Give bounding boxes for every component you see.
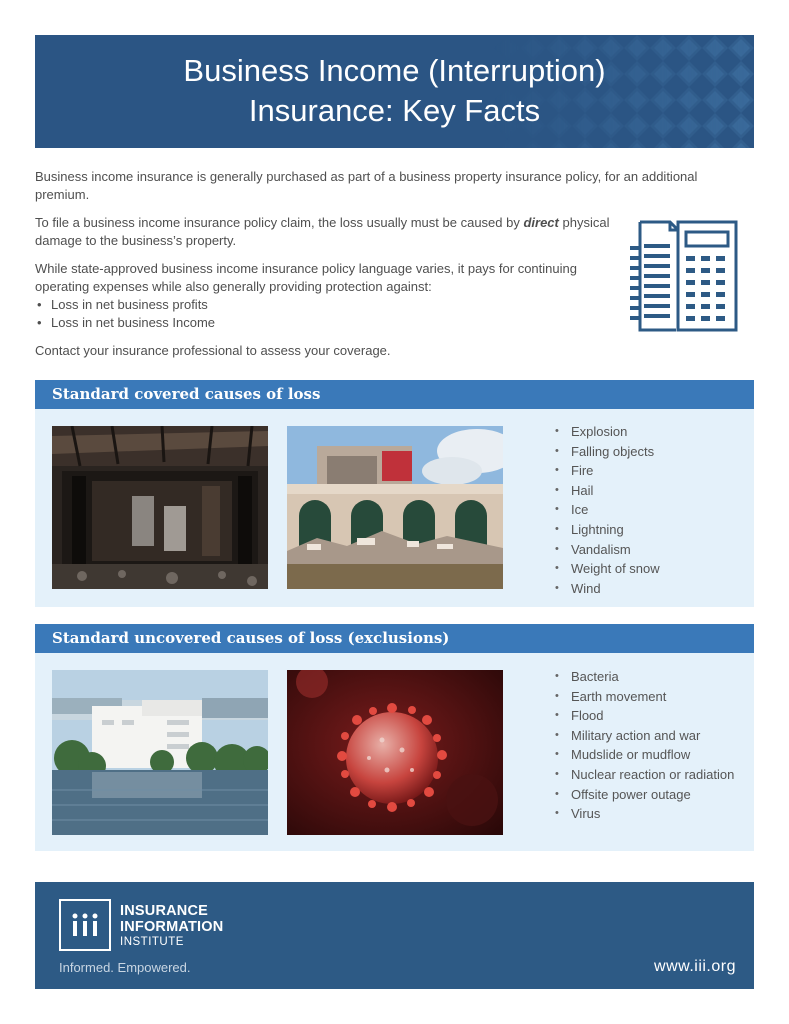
- page-title-line-2: Insurance: Key Facts: [248, 93, 541, 128]
- protection-list-item: • Loss in net business Income: [35, 314, 715, 332]
- page-title: [35, 51, 754, 131]
- uncovered-section-header: [35, 624, 754, 653]
- iii-logo-mark: [61, 901, 109, 949]
- virus-particle-photo: [287, 670, 503, 835]
- list-item: • Ice: [555, 500, 660, 520]
- website-link[interactable]: www.iii.org: [654, 958, 736, 975]
- list-item: • Explosion: [555, 422, 660, 442]
- protection-list: [35, 296, 715, 332]
- document-calculator-icon: [626, 218, 742, 334]
- protection-list-item: • Loss in net business profits: [35, 296, 715, 314]
- intro-paragraph-4: Contact your insurance professional to assess your coverage.: [35, 343, 391, 358]
- intro-paragraph-3: While state-approved business income insurance policy language varies, it pays for continuing operating expenses while also generally providing protection against:: [35, 261, 577, 294]
- covered-causes-list: [555, 422, 660, 598]
- logo-text-line-2: INFORMATION: [120, 919, 224, 935]
- direct-emphasis: direct: [523, 215, 559, 230]
- list-item: • Fire: [555, 461, 660, 481]
- list-item: • Virus: [555, 804, 734, 824]
- covered-section-header: [35, 380, 754, 409]
- list-item: • Bacteria: [555, 667, 734, 687]
- list-item: • Offsite power outage: [555, 785, 734, 805]
- list-item: • Flood: [555, 706, 734, 726]
- list-item: • Hail: [555, 481, 660, 501]
- list-item: • Nuclear reaction or radiation: [555, 765, 734, 785]
- list-item: • Weight of snow: [555, 559, 660, 579]
- tagline: Informed. Empowered.: [59, 960, 191, 975]
- uncovered-section-title: Standard uncovered causes of loss (exclusions): [52, 629, 450, 647]
- intro-paragraph-1: Business income insurance is generally purchased as part of a business property insurance policy, for an additional premium.: [35, 169, 698, 202]
- list-item: • Wind: [555, 579, 660, 599]
- logo-text-line-3: INSTITUTE: [120, 936, 184, 948]
- list-item: • Lightning: [555, 520, 660, 540]
- footer: [35, 882, 754, 989]
- covered-section-body: [35, 409, 754, 607]
- logo-text-line-1: INSURANCE: [120, 903, 208, 919]
- list-item: • Vandalism: [555, 540, 660, 560]
- uncovered-causes-list: [555, 667, 734, 824]
- burned-storefront-photo: [52, 426, 268, 589]
- title-banner: [35, 35, 754, 148]
- list-item: • Military action and war: [555, 726, 734, 746]
- intro-paragraph-2-end: physical damage to the business’s property.: [35, 215, 610, 248]
- covered-section-title: Standard covered causes of loss: [52, 385, 321, 403]
- uncovered-section-body: [35, 653, 754, 851]
- list-item: • Mudslide or mudflow: [555, 745, 734, 765]
- list-item: • Earth movement: [555, 687, 734, 707]
- flooded-building-photo: [52, 670, 268, 835]
- iii-logo-icon: [59, 899, 111, 951]
- intro-paragraph-2: [35, 214, 610, 250]
- intro-paragraph-2-start: To file a business income insurance policy claim, the loss usually must be caused by: [35, 215, 524, 230]
- intro-text: [35, 168, 715, 370]
- page-title-line-1: Business Income (Interruption): [183, 53, 606, 88]
- collapsed-building-photo: [287, 426, 503, 589]
- list-item: • Falling objects: [555, 442, 660, 462]
